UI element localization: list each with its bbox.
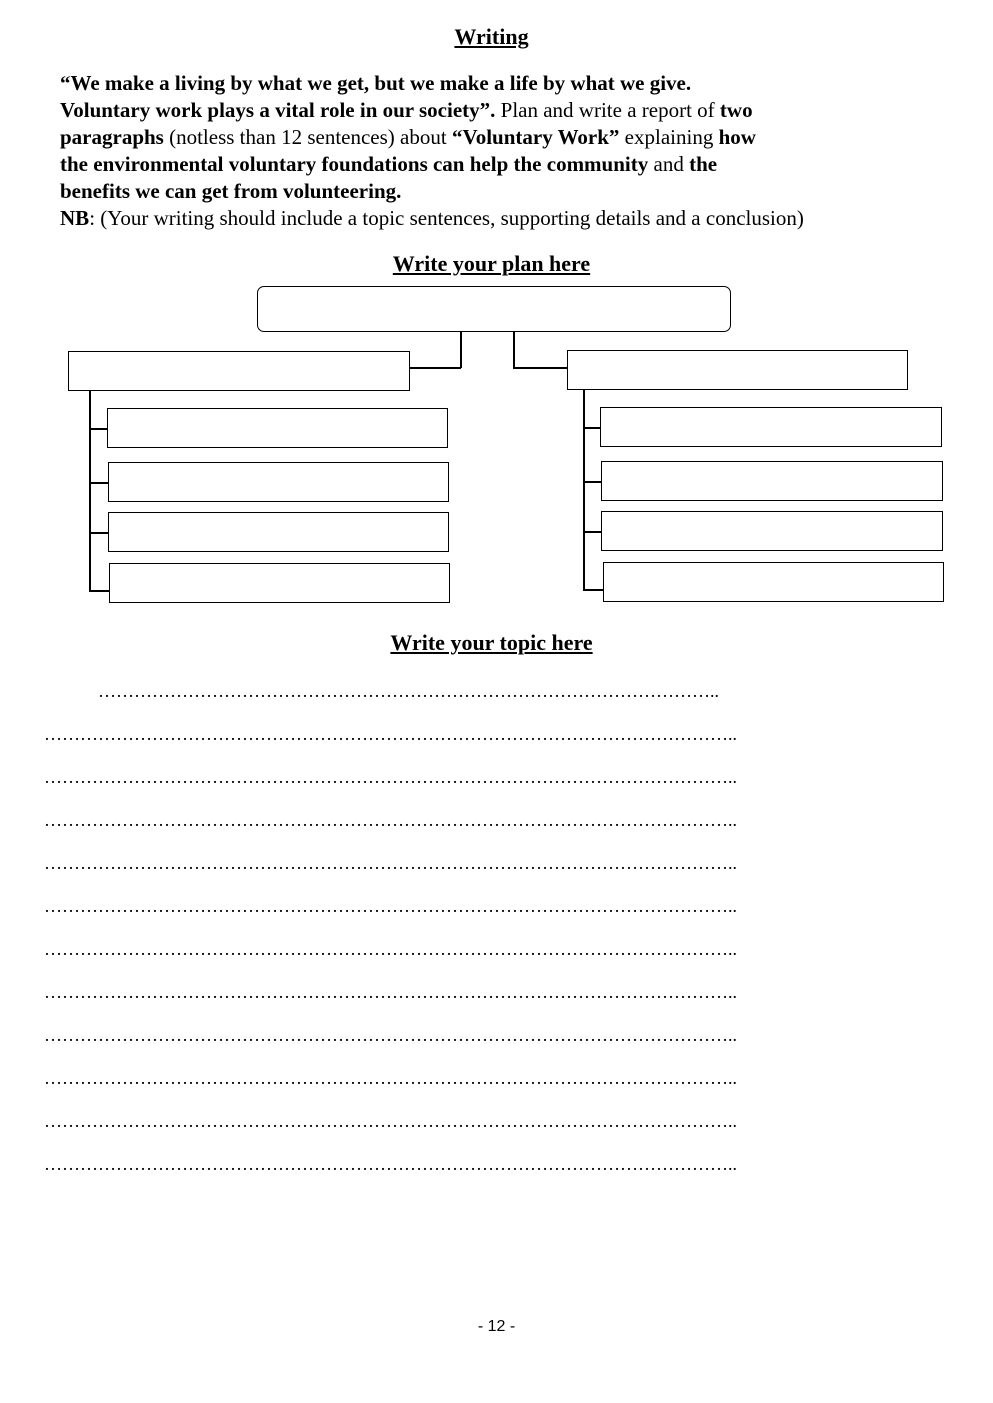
writing-line[interactable]: ……………………………………………………………………………………………………..: [44, 1025, 737, 1045]
page-title: Writing: [454, 24, 529, 49]
connector-left-vertical: [460, 332, 462, 368]
connector-right-vertical: [513, 332, 515, 368]
left-branch-spine: [89, 391, 91, 591]
prompt-line-3: paragraphs (notless than 12 sentences) about “Voluntary Work” explaining how: [60, 125, 756, 149]
right-branch-tick-1: [583, 427, 601, 429]
right-detail-box-1[interactable]: [600, 407, 942, 447]
left-detail-box-3[interactable]: [108, 512, 449, 552]
right-detail-box-4[interactable]: [603, 562, 944, 602]
topic-heading: Write your topic here: [390, 630, 593, 655]
left-branch-tick-4: [89, 590, 110, 592]
writing-line[interactable]: …………………………………………………………………………………………..: [98, 681, 719, 701]
writing-line[interactable]: ……………………………………………………………………………………………………..: [44, 853, 737, 873]
connector-left-horizontal: [409, 367, 461, 369]
left-detail-box-4[interactable]: [109, 563, 450, 603]
writing-line[interactable]: ……………………………………………………………………………………………………..: [44, 1111, 737, 1131]
prompt-line-1: “We make a living by what we get, but we make a life by what we give.: [60, 71, 692, 95]
writing-line[interactable]: ……………………………………………………………………………………………………..: [44, 896, 737, 916]
right-branch-tick-2: [583, 481, 602, 483]
writing-line[interactable]: ……………………………………………………………………………………………………..: [44, 939, 737, 959]
plan-paragraph-2-box[interactable]: [567, 350, 908, 390]
writing-prompt: [60, 70, 960, 232]
writing-line[interactable]: ……………………………………………………………………………………………………..: [44, 724, 737, 744]
right-branch-tick-4: [583, 589, 604, 591]
writing-line[interactable]: ……………………………………………………………………………………………………..: [44, 1068, 737, 1088]
right-branch-tick-3: [583, 531, 602, 533]
writing-line[interactable]: ……………………………………………………………………………………………………..: [44, 1154, 737, 1174]
page-number: - 12 -: [477, 1318, 516, 1335]
plan-heading: Write your plan here: [392, 251, 591, 276]
plan-paragraph-1-box[interactable]: [68, 351, 410, 391]
left-branch-tick-1: [89, 428, 108, 430]
left-branch-tick-2: [89, 482, 109, 484]
left-detail-box-2[interactable]: [108, 462, 449, 502]
plan-topic-box[interactable]: [257, 286, 731, 332]
prompt-line-5: benefits we can get from volunteering.: [60, 179, 402, 203]
writing-line[interactable]: ……………………………………………………………………………………………………..: [44, 810, 737, 830]
prompt-line-4: the environmental voluntary foundations can help the community and the: [60, 152, 718, 176]
right-branch-spine: [583, 390, 585, 590]
left-detail-box-1[interactable]: [107, 408, 448, 448]
right-detail-box-3[interactable]: [601, 511, 943, 551]
right-detail-box-2[interactable]: [601, 461, 943, 501]
prompt-line-2: Voluntary work plays a vital role in our society”. Plan and write a report of two: [60, 98, 753, 122]
left-branch-tick-3: [89, 532, 109, 534]
writing-line[interactable]: ……………………………………………………………………………………………………..: [44, 767, 737, 787]
connector-right-horizontal: [513, 367, 568, 369]
writing-line[interactable]: ……………………………………………………………………………………………………..: [44, 982, 737, 1002]
prompt-nb: NB: (Your writing should include a topic sentences, supporting details and a conclusion): [60, 206, 804, 230]
